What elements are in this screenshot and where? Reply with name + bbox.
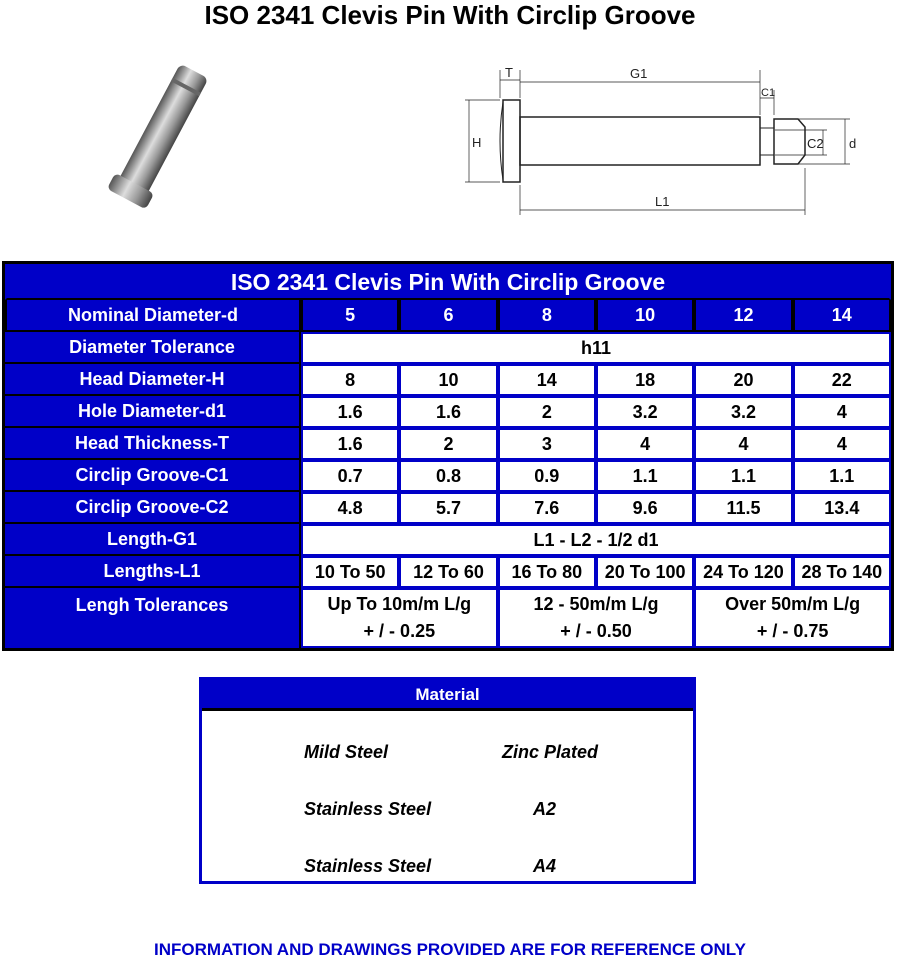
disclaimer: INFORMATION AND DRAWINGS PROVIDED ARE FOR REFERENCE ONLY — [154, 940, 746, 959]
table-header: ISO 2341 Clevis Pin With Circlip Groove — [5, 264, 891, 300]
table-row: Lengh Tolerances Up To 10m/m L/g + / - 0.25 12 - 50m/m L/g + / - 0.50 Over 50m/m L/g + / - 0.75 — [5, 588, 891, 648]
table-row: Head Diameter-H 8 10 14 18 20 22 — [5, 364, 891, 396]
svg-text:G1: G1 — [630, 66, 648, 81]
svg-text:d: d — [849, 136, 857, 151]
table-row: Hole Diameter-d1 1.6 1.6 2 3.2 3.2 4 — [5, 396, 891, 428]
table-row: Lengths-L1 10 To 50 12 To 60 16 To 80 20 To 100 24 To 120 28 To 140 — [5, 556, 891, 588]
table-row: Circlip Groove-C2 4.8 5.7 7.6 9.6 11.5 13.4 — [5, 492, 891, 524]
table-row: Head Thickness-T 1.6 2 3 4 4 4 — [5, 428, 891, 460]
spec-table — [2, 261, 894, 651]
material-header: Material — [202, 680, 693, 711]
table-row: Diameter Tolerance h11 — [5, 332, 891, 364]
svg-text:T: T — [505, 65, 513, 80]
clevis-pin-photo — [90, 55, 230, 225]
table-row: Circlip Groove-C1 0.7 0.8 0.9 1.1 1.1 1.1 — [5, 460, 891, 492]
table-row: Length-G1 L1 - L2 - 1/2 d1 — [5, 524, 891, 556]
technical-drawing — [455, 60, 875, 225]
table-row: Nominal Diameter-d 5 6 8 10 12 14 — [5, 300, 891, 332]
svg-text:H: H — [472, 135, 482, 150]
svg-text:L1: L1 — [655, 194, 670, 209]
svg-text:C1: C1 — [761, 87, 776, 99]
svg-text:C2: C2 — [807, 136, 824, 151]
page-title: ISO 2341 Clevis Pin With Circlip Groove — [204, 0, 696, 30]
material-table: Material Mild Steel Zinc Plated Stainless Steel A2 Stainless Steel A4 — [199, 677, 696, 884]
